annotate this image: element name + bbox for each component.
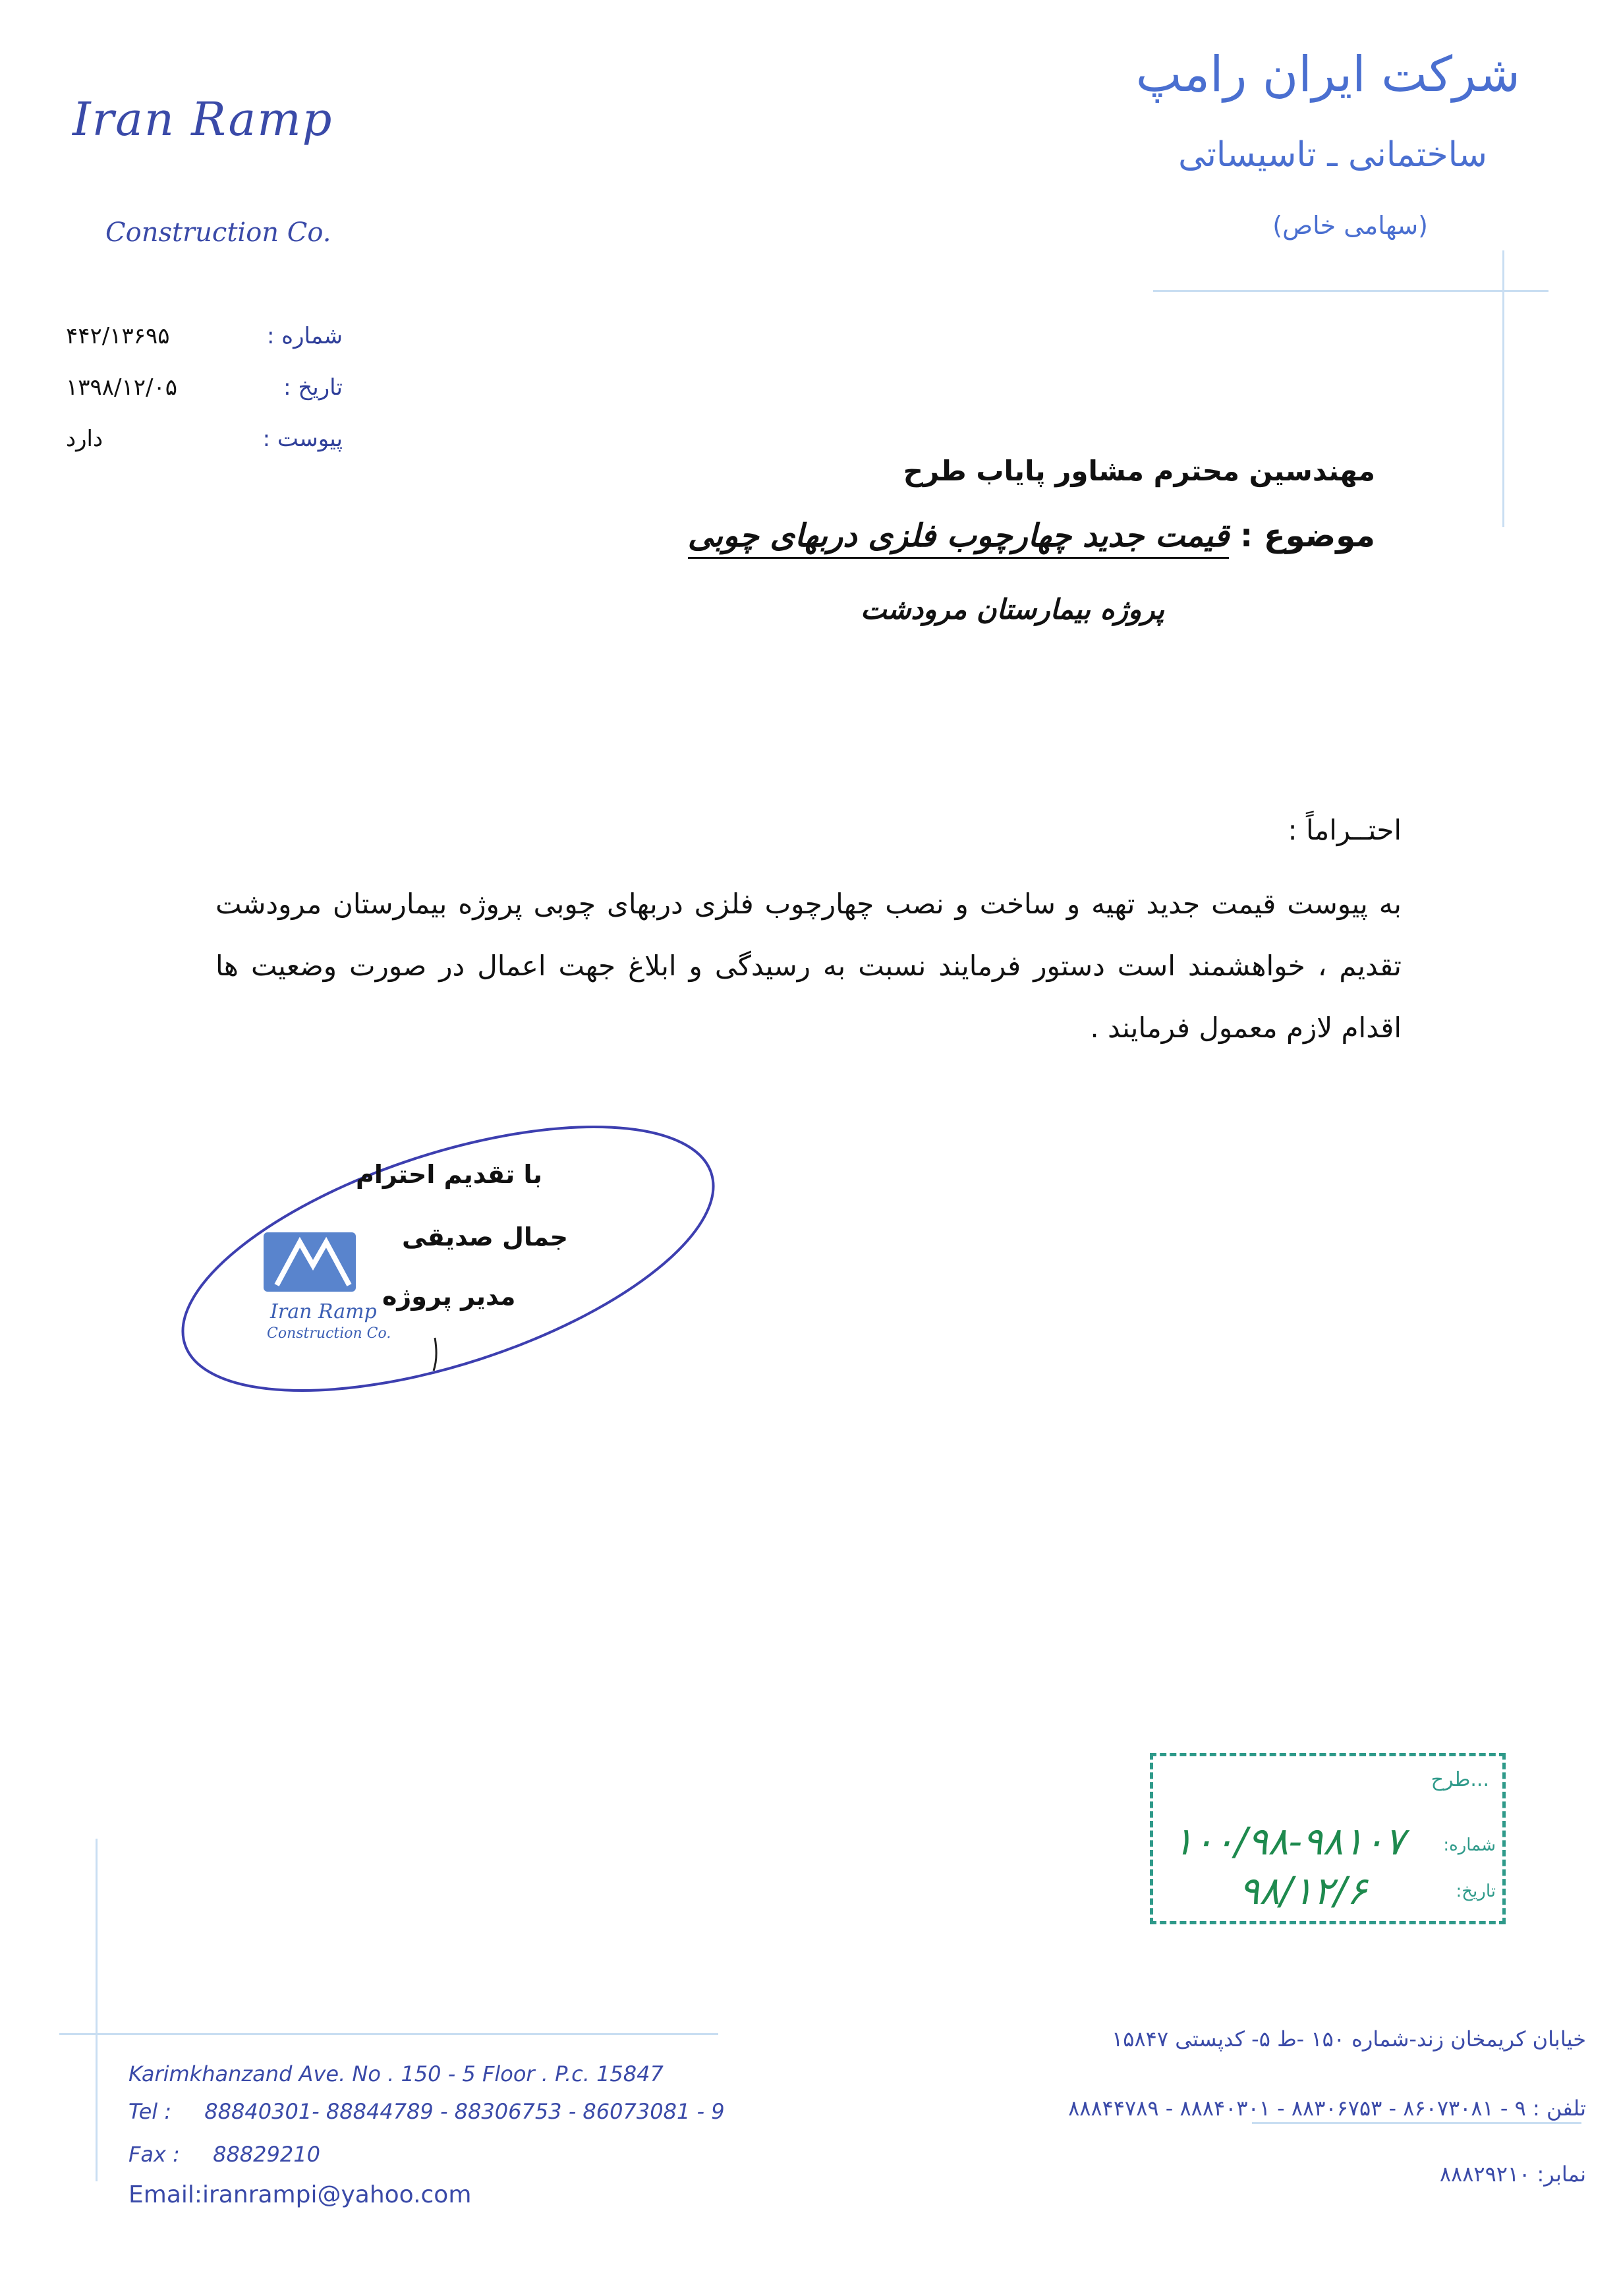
letter-body: به پیوست قیمت جدید تهیه و ساخت و نصب چهارچوب فلزی دربهای چوبی پروژه بیمارستان مرودشت تقدیم ، خواهشمند است دستور فرمایند نسبت به رسیدگی و ابلاغ جهت اعمال در صورت وضعیت ها اقدام لازم معمول فرمایند . [215, 888, 1402, 1044]
letter-number-label: شماره : [267, 323, 343, 349]
footer-fax-en [128, 2142, 320, 2167]
received-date-value: ۹۸/۱۲/۶ [1239, 1868, 1367, 1913]
letter-number-row [46, 323, 343, 362]
footer-divider-line [59, 2033, 718, 2035]
received-number-value: ۱۰۰/۹۸-۹۸۱۰۷ [1173, 1819, 1405, 1864]
stamp-text-en-1: Iran Ramp [270, 1300, 377, 1323]
letter-attachment-value: دارد [66, 426, 103, 452]
footer-fax-fa: نمابر: ۸۸۸۲۹۲۱۰ [1439, 2162, 1586, 2187]
company-name-fa: شرکت ایران رامپ [1135, 46, 1520, 103]
received-stamp-header: ...طرح [1431, 1768, 1489, 1791]
letter-date-label: تاریخ : [283, 374, 343, 401]
footer-fax-value: 88829210 [213, 2142, 320, 2167]
letter-date-value: ۱۳۹۸/۱۲/۰۵ [66, 374, 178, 401]
greeting: احتــراماً : [1288, 814, 1402, 846]
company-subtitle-en: Construction Co. [105, 217, 331, 248]
footer-email[interactable]: Email:iranrampi@yahoo.com [128, 2181, 472, 2208]
footer-tel-value: 88840301- 88844789 - 88306753 - 86073081 - 9 [204, 2099, 725, 2124]
signature-regards: با تقدیم احترام [356, 1160, 543, 1189]
company-name-en: Iran Ramp [72, 92, 333, 146]
signer-name: جمال صدیقی [402, 1222, 569, 1251]
footer-right-line [1252, 2122, 1581, 2124]
footer-tel-fa: تلفن : ۹ - ۸۶۰۷۳۰۸۱ - ۸۸۳۰۶۷۵۳ - ۸۸۸۴۰۳۰۱ - ۸۸۸۴۴۷۸۹ [1068, 2096, 1586, 2121]
footer-address-en: Karimkhanzand Ave. No . 150 - 5 Floor . P.c. 15847 [128, 2061, 664, 2086]
letter-date-row [46, 374, 343, 414]
company-type-fa: (سهامی خاص) [1272, 211, 1428, 240]
received-stamp [1150, 1753, 1506, 1924]
subject-line [688, 517, 1375, 554]
subject-value: قیمت جدید چهارچوب فلزی دربهای چوبی [688, 517, 1230, 559]
footer-address-fa: خیابان کریمخان زند-شماره ۱۵۰ -ط ۵- کدپستی ۱۵۸۴۷ [1112, 2026, 1586, 2052]
company-subtitle-fa: ساختمانی ـ تاسیساتی [1178, 135, 1487, 175]
footer-tel-en [128, 2099, 725, 2124]
footer-vertical-line [96, 1839, 98, 2181]
subject-label: موضوع : [1240, 517, 1375, 554]
footer-tel-label: Tel : [128, 2099, 172, 2124]
signature-stroke [434, 1338, 436, 1371]
header-vertical-line [1502, 250, 1504, 527]
letter-number-value: ۴۴۲/۱۳۶۹۵ [66, 323, 170, 349]
stamp-text-en-2: Construction Co. [267, 1325, 391, 1342]
received-date-label: تاریخ: [1456, 1881, 1496, 1901]
letter-attachment-label: پیوست : [262, 426, 343, 452]
signer-title: مدیر پروژه [382, 1282, 516, 1311]
received-number-label: شماره: [1443, 1835, 1496, 1855]
addressee: مهندسین محترم مشاور پایاب طرح [903, 455, 1375, 487]
footer-fax-label: Fax : [128, 2142, 180, 2167]
project-name: پروژه بیمارستان مرودشت [861, 593, 1164, 625]
header-divider-line [1153, 290, 1548, 292]
letter-attachment-row [46, 426, 343, 465]
